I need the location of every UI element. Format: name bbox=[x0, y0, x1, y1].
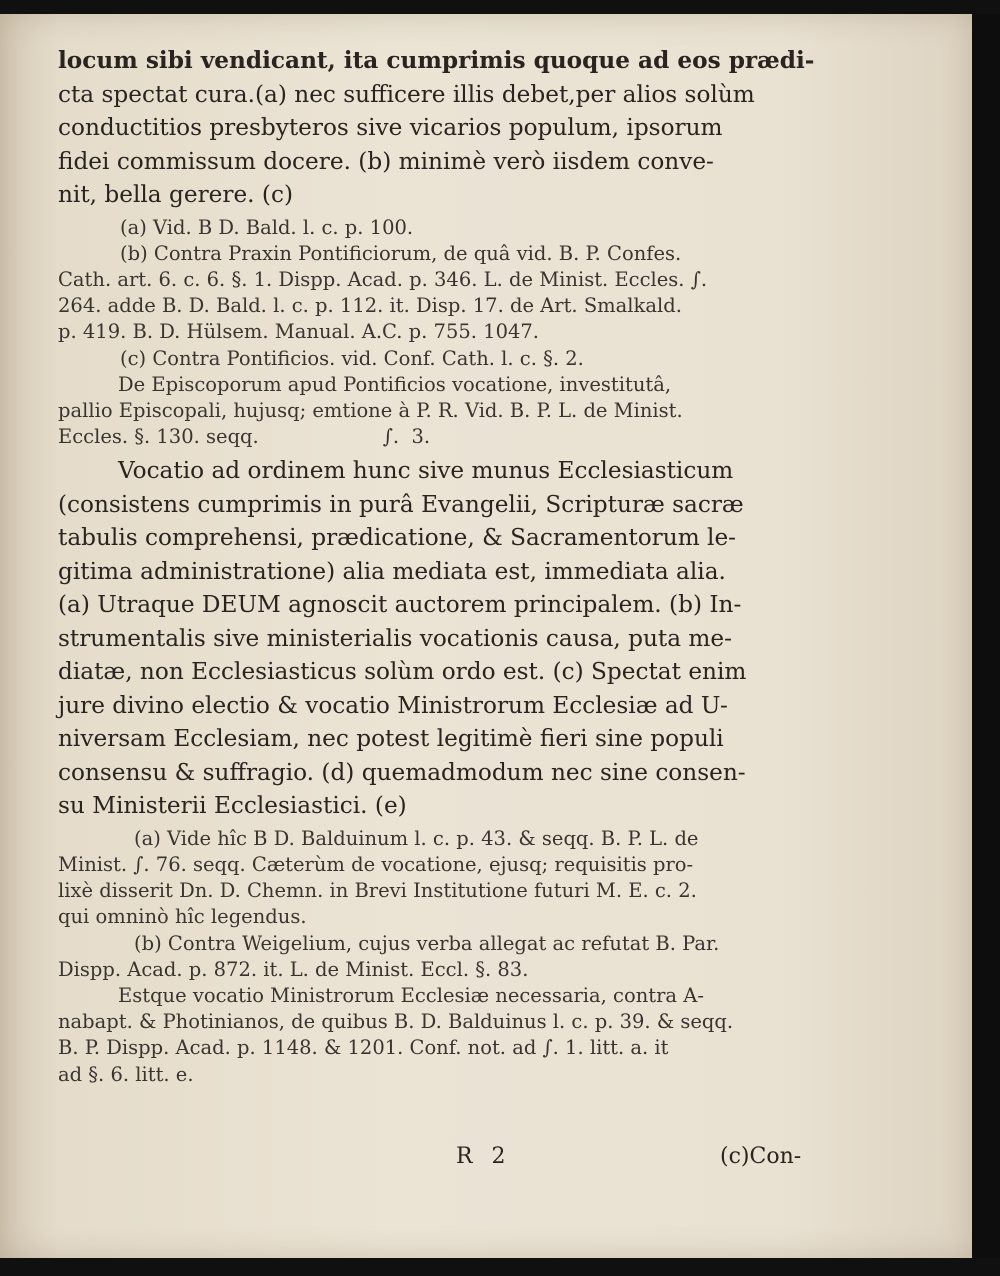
text-line: nit, bella gerere. (c) bbox=[58, 181, 293, 208]
footnote-line: nabapt. & Photinianos, de quibus B. D. Balduinus l. c. p. 39. & seqq. bbox=[58, 1010, 734, 1034]
text-line: jure divino electio & vocatio Ministrorum Ecclesiæ ad U- bbox=[58, 691, 728, 719]
footnote-line: ad §. 6. litt. e. bbox=[58, 1062, 194, 1086]
text-line: niversam Ecclesiam, nec potest legitimè fieri sine populi bbox=[58, 725, 724, 753]
page-edge-shadow bbox=[972, 14, 1000, 1258]
text-line: cta spectat cura.(a) nec sufficere illis debet,per alios solùm bbox=[58, 80, 755, 108]
text-line: gitima administratione) alia mediata est, immediata alia. bbox=[58, 557, 726, 585]
paragraph-2 bbox=[58, 454, 820, 823]
text-line: fidei commissum docere. (b) minimè verò iisdem conve- bbox=[58, 147, 714, 175]
paragraph-1 bbox=[58, 44, 820, 212]
footnote-line: (b) Contra Praxin Pontificiorum, de quâ vid. B. P. Confes. bbox=[120, 241, 682, 265]
footnote-line: Minist. ∫. 76. seqq. Cæterùm de vocatione, ejusq; requisitis pro- bbox=[58, 853, 694, 877]
text-line: strumentalis sive ministerialis vocationis causa, puta me- bbox=[58, 624, 732, 652]
text-line: (a) Utraque DEUM agnoscit auctorem principalem. (b) In- bbox=[58, 591, 742, 619]
text-line: diatæ, non Ecclesiasticus solùm ordo est. (c) Spectat enim bbox=[58, 658, 747, 686]
page-text bbox=[58, 44, 820, 1088]
footnote-line: pallio Episcopali, hujusq; emtione à P. R. Vid. B. P. L. de Minist. bbox=[58, 398, 683, 422]
footnotes-2 bbox=[58, 826, 820, 1088]
text-line: conductitios presbyteros sive vicarios populum, ipsorum bbox=[58, 114, 723, 141]
footnote-line: 264. adde B. D. Bald. l. c. p. 112. it. Disp. 17. de Art. Smalkald. bbox=[58, 294, 682, 318]
page-footer bbox=[0, 1144, 972, 1184]
footnote-line: p. 419. B. D. Hülsem. Manual. A.C. p. 755. 1047. bbox=[58, 320, 539, 344]
text-line: tabulis comprehensi, prædicatione, & Sacramentorum le- bbox=[58, 524, 737, 552]
footnote-line: Estque vocatio Ministrorum Ecclesiæ necessaria, contra A- bbox=[118, 984, 704, 1008]
catchword: (c)Con- bbox=[720, 1144, 802, 1169]
footnote-line: (a) Vide hîc B D. Balduinum l. c. p. 43. & seqq. B. P. L. de bbox=[134, 826, 699, 850]
text-line: Vocatio ad ordinem hunc sive munus Ecclesiasticum bbox=[118, 457, 734, 485]
text-line: su Ministerii Ecclesiastici. (e) bbox=[58, 792, 407, 820]
signature-mark: R 2 bbox=[456, 1144, 512, 1169]
footnote-line: Eccles. §. 130. seqq. ∫. 3. bbox=[58, 425, 431, 449]
footnote-line: B. P. Dispp. Acad. p. 1148. & 1201. Conf. not. ad ∫. 1. litt. a. it bbox=[58, 1036, 669, 1060]
footnote-line: (c) Contra Pontificios. vid. Conf. Cath. l. c. §. 2. bbox=[120, 346, 584, 370]
footnote-line: lixè disserit Dn. D. Chemn. in Brevi Institutione futuri M. E. c. 2. bbox=[58, 879, 697, 903]
text-line: consensu & suffragio. (d) quemadmodum nec sine consen- bbox=[58, 758, 746, 786]
text-line: locum sibi vendicant, ita cumprimis quoque ad eos prædi- bbox=[58, 47, 815, 74]
footnote-line: qui omninò hîc legendus. bbox=[58, 905, 307, 929]
footnote-line: Cath. art. 6. c. 6. §. 1. Dispp. Acad. p. 346. L. de Minist. Eccles. ∫. bbox=[58, 267, 708, 291]
footnote-line: De Episcoporum apud Pontificios vocatione, investitutâ, bbox=[118, 372, 672, 396]
footnotes-1 bbox=[58, 215, 820, 451]
footnote-line: Dispp. Acad. p. 872. it. L. de Minist. Eccl. §. 83. bbox=[58, 957, 529, 981]
text-line: (consistens cumprimis in purâ Evangelii, Scripturæ sacræ bbox=[58, 490, 744, 518]
footnote-line: (b) Contra Weigelium, cujus verba allegat ac refutat B. Par. bbox=[134, 931, 720, 955]
footnote-line: (a) Vid. B D. Bald. l. c. p. 100. bbox=[120, 215, 414, 239]
